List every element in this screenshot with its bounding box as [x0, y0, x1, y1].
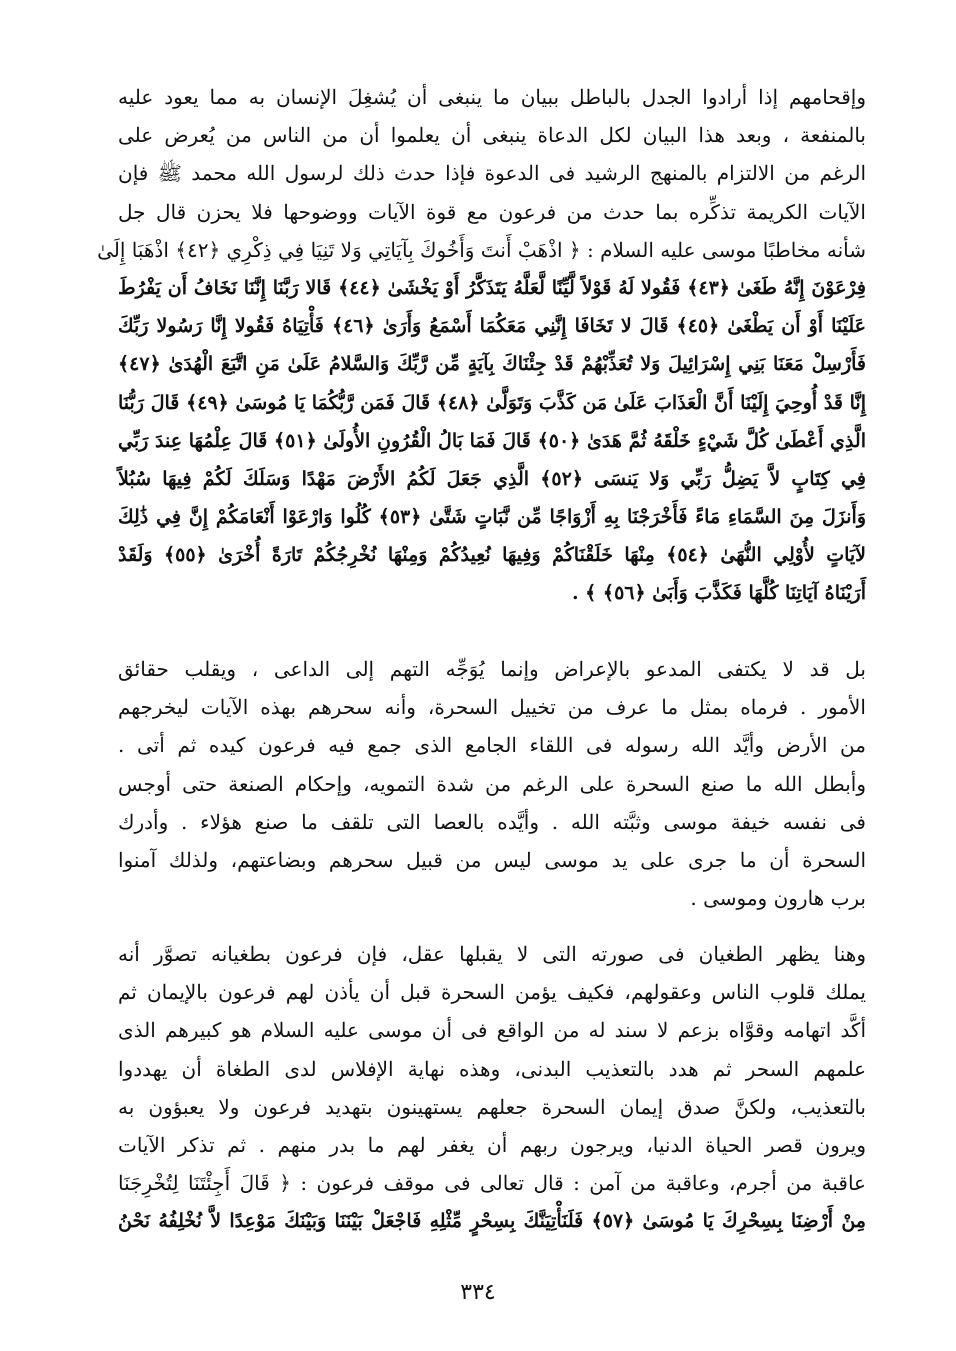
- quran-line: عَلَيْنَا أَوْ أَن يَطْغَىٰ ﴿٤٥﴾ قَالَ لا تَخَافَا إِنَّنِي مَعَكُمَا أَسْمَعُ وَأَرَىٰ ﴿٤٦﴾ فَأْتِيَاهُ فَقُولا إِنَّا رَسُولا رَبِّكَ: [118, 315, 866, 338]
- text-line: برب هارون وموسى .: [690, 886, 866, 911]
- text-line: من الأرض وأيَّد الله رسوله فى اللقاء الجامع الذى جمع فيه فرعون كيده ثم أتى .: [118, 733, 866, 758]
- text-line: الأمور . فرماه بمثل ما عرف من تخييل السحرة، وأنه سحرهم بهذه الآيات ليخرجهم: [118, 695, 866, 720]
- text-line: السحرة أن ما جرى على يد موسى ليس من قبيل سحرهم وبضاعتهم، ولذلك آمنوا: [118, 847, 866, 872]
- text-line: عاقبة من أجرم، وعاقبة من آمن : قال تعالى فى موقف فرعون : ﴿ قَالَ أَجِئْتَنَا لِتُخْرِجَنَا: [118, 1171, 866, 1196]
- text-line: بالتعذيب، ولكنَّ صدق إيمان السحرة جعلهم يستهينون بتهديد فرعون ولا يعبؤون به: [118, 1094, 866, 1119]
- quran-verses-block: [118, 1202, 866, 1240]
- quran-line: لآيَاتٍ لأُوْلِي النُّهَىٰ ﴿٥٤﴾ مِنْهَا خَلَقْنَاكُمْ وَفِيهَا نُعِيدُكُمْ وَمِنْهَا نُخْرِجُكُمْ تَارَةً أُخْرَىٰ ﴿٥٥﴾ وَلَقَدْ: [118, 544, 867, 567]
- text-line: الرغم من الالتزام بالمنهج الرشيد فى الدعوة فإذا حدث ذلك لرسول الله محمد ﷺ فإن: [118, 161, 866, 186]
- text-line: بالمنفعة ، وبعد هذا البيان لكل الدعاة ينبغى أن يعلموا أن من الناس من يُعرض على: [118, 123, 866, 148]
- text-line: الآيات الكريمة تذكِّره بما حدث من فرعون مع قوة الآيات ووضوحها فلا يحزن قال جل: [118, 199, 866, 224]
- quran-line: مِنْ أَرْضِنَا بِسِحْرِكَ يَا مُوسَىٰ ﴿٥٧﴾ فَلَنَأْتِيَنَّكَ بِسِحْرٍ مِّثْلِهِ فَاجْعَلْ بَيْنَنَا وَبَيْنَكَ مَوْعِدًا لاَّ نُخْلِفُهُ نَحْنُ: [118, 1210, 866, 1233]
- text-line: بل قد لا يكتفى المدعو بالإعراض وإنما يُوَجِّه التهم إلى الداعى ، ويقلب حقائق: [118, 657, 866, 681]
- text-line: ويرون قصر الحياة الدنيا، ويرجون ربهم أن يغفر لهم ما بدر منهم . ثم تذكر الآيات: [118, 1132, 866, 1157]
- text-line: يملك قلوب الناس وعقولهم، فكيف يؤمن السحرة قبل أن يأذن لهم فرعون بالإيمان ثم: [118, 980, 866, 1005]
- quran-line: أَرَيْنَاهُ آيَاتِنَا كُلَّهَا فَكَذَّبَ وَأَبَىٰ ﴿٥٦﴾ ﴾ .: [571, 582, 866, 605]
- text-line: فى نفسه خيفة موسى وثبَّته الله . وأيَّده بالعصا التى تلقف ما صنع هؤلاء . وأدرك: [118, 809, 866, 834]
- paragraph-1: [97, 78, 867, 613]
- text-line: وإقحامهم إذا أرادوا الجدل بالباطل ببيان ما ينبغى أن يُشغِلَ الإنسان به مما يعود عليه: [118, 85, 866, 109]
- quran-line: فِي كِتَابٍ لاَّ يَضِلُّ رَبِّي وَلا يَنسَى ﴿٥٢﴾ الَّذِي جَعَلَ لَكُمُ الأَرْضَ مَهْدًا وَسَلَكَ لَكُمْ فِيهَا سُبُلاً: [118, 467, 866, 490]
- text-line: علمهم السحر ثم هدد بالتعذيب البدنى، وهذه نهاية الإفلاس لدى الطغاة أن يهددوا: [118, 1056, 866, 1081]
- quran-line: الَّذِي أَعْطَىٰ كُلَّ شَيْءٍ خَلْقَهُ ثُمَّ هَدَىٰ ﴿٥٠﴾ قَالَ فَمَا بَالُ الْقُرُونِ الأُولَىٰ ﴿٥١﴾ قَالَ عِلْمُهَا عِندَ رَبِّي: [118, 429, 866, 452]
- text-line: أكَّد اتهامه وقوَّاه بزعم لا سند له من الواقع فى أن موسى عليه السلام هو كبيرهم الذى: [118, 1018, 866, 1043]
- quran-line: فَأَرْسِلْ مَعَنَا بَنِي إِسْرَائِيلَ وَلا تُعَذِّبْهُمْ قَدْ جِئْنَاكَ بِآيَةٍ مِّن رَّبِّكَ وَالسَّلامُ عَلَىٰ مَنِ اتَّبَعَ الْهُدَىٰ ﴿٤٧﴾: [118, 353, 866, 376]
- text-line: وأبطل الله ما صنع السحرة على الرغم من شدة التمويه، وإحكام الصنعة حتى أوجس: [118, 771, 866, 796]
- text-line: شأنه مخاطبًا موسى عليه السلام : ﴿ اذْهَبْ أَنتَ وَأَخُوكَ بِآيَاتِي وَلا تَنِيَا فِي ذِكْرِي ﴿٤٢﴾ اذْهَبَا إِلَىٰ: [97, 237, 866, 262]
- quran-line: فِرْعَوْنَ إِنَّهُ طَغَىٰ ﴿٤٣﴾ فَقُولا لَهُ قَوْلاً لَّيِّنًا لَّعَلَّهُ يَتَذَكَّرُ أَوْ يَخْشَىٰ ﴿٤٤﴾ قَالا رَبَّنَا إِنَّنَا نَخَافُ أَن يَفْرُطَ: [118, 276, 866, 299]
- quran-line: وَأَنزَلَ مِنَ السَّمَاءِ مَاءً فَأَخْرَجْنَا بِهِ أَزْوَاجًا مِّن نَّبَاتٍ شَتَّىٰ ﴿٥٣﴾ كُلُوا وَارْعَوْا أَنْعَامَكُمْ إِنَّ فِي ذَٰلِكَ: [118, 506, 866, 529]
- paragraph-3: [118, 935, 866, 1241]
- quran-verses-block: [118, 269, 866, 613]
- text-line: وهنا يظهر الطغيان فى صورته التى لا يقبلها عقل، فإن فرعون بطغيانه تصوَّر أنه: [118, 942, 866, 966]
- quran-line: إِنَّا قَدْ أُوحِيَ إِلَيْنَا أَنَّ الْعَذَابَ عَلَىٰ مَن كَذَّبَ وَتَوَلَّىٰ ﴿٤٨﴾ قَالَ فَمَن رَّبُّكُمَا يَا مُوسَىٰ ﴿٤٩﴾ قَالَ رَبُّنَا: [118, 391, 866, 414]
- paragraph-2: [118, 650, 866, 917]
- page-number: ٣٣٤: [460, 1280, 496, 1305]
